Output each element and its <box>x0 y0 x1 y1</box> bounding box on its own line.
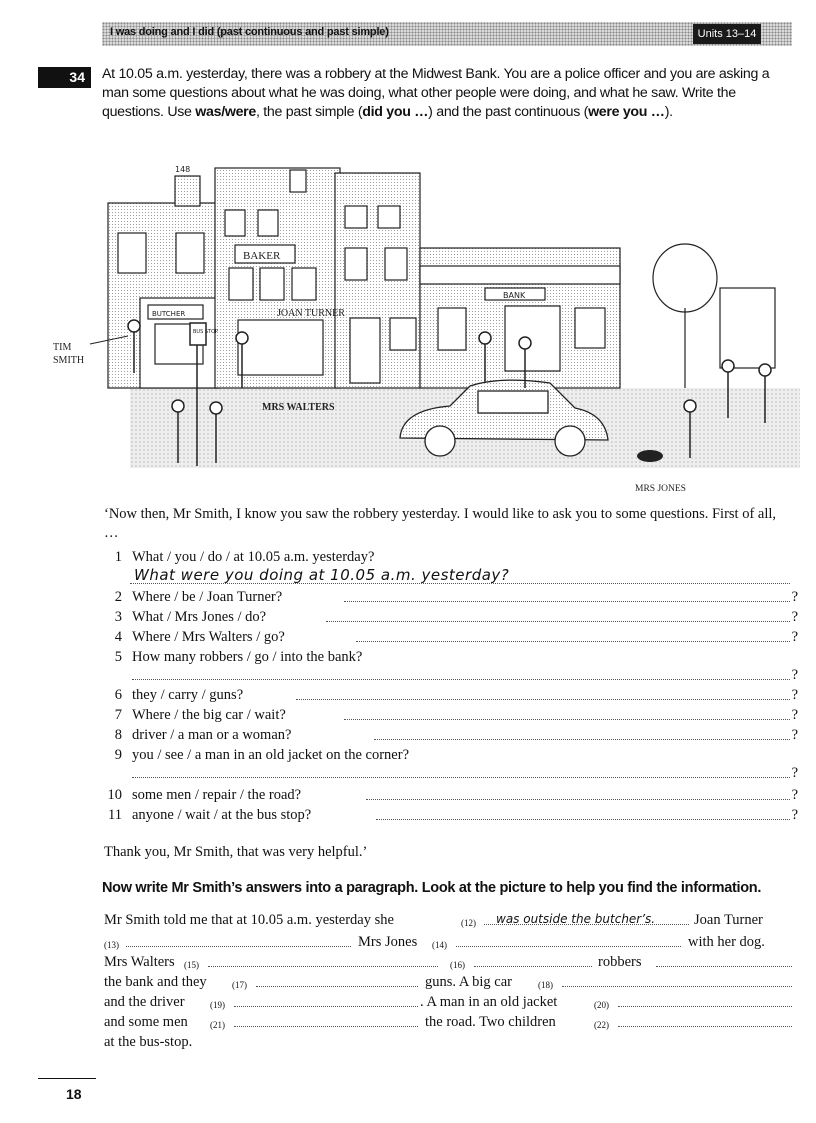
question-number: 4 <box>114 629 122 645</box>
mrs-jones-label: MRS JONES <box>635 484 686 494</box>
question-prompt: Where / Mrs Walters / go? <box>132 629 285 645</box>
paragraph-text: Joan Turner <box>694 912 763 928</box>
gap-number-18: (18) <box>538 980 553 990</box>
answer-field-10[interactable] <box>366 799 790 800</box>
question-prompt: What / you / do / at 10.05 a.m. yesterday? <box>132 549 375 565</box>
question-prompt: some men / repair / the road? <box>132 787 302 803</box>
footer-rule <box>38 1078 96 1079</box>
question-row-3 <box>104 607 798 627</box>
question-prompt: they / carry / guns? <box>132 687 244 703</box>
butcher-sign: BUTCHER <box>152 310 186 318</box>
paragraph-line-7 <box>104 1032 794 1052</box>
question-row-2 <box>104 587 798 607</box>
question-mark: ? <box>791 589 798 605</box>
page-number: 18 <box>66 1086 82 1102</box>
question-number: 6 <box>114 687 122 703</box>
paragraph-text: guns. A big car <box>425 974 512 990</box>
question-mark: ? <box>791 609 798 625</box>
instruction-text-c: ) and the past continuous ( <box>428 104 589 120</box>
question-prompt: Where / be / Joan Turner? <box>132 589 283 605</box>
gap-number-15: (15) <box>184 960 199 970</box>
gap-number-21: (21) <box>210 1020 225 1030</box>
gap-15-field[interactable] <box>208 966 438 967</box>
question-mark: ? <box>791 727 798 743</box>
paragraph-text: robbers <box>598 954 642 970</box>
gap-14-field[interactable] <box>456 946 681 947</box>
question-prompt: Where / the big car / wait? <box>132 707 286 723</box>
gap-16-continuation[interactable] <box>656 966 792 967</box>
question-mark: ? <box>791 707 798 723</box>
question-row-5 <box>104 647 794 667</box>
question-mark: ? <box>791 765 798 781</box>
answer-field-3[interactable] <box>326 621 790 622</box>
paragraph-text: with her dog. <box>688 934 765 950</box>
gap-number-22: (22) <box>594 1020 609 1030</box>
units-badge: Units 13–14 <box>693 24 761 44</box>
question-mark: ? <box>791 687 798 703</box>
answer-field-4[interactable] <box>356 641 790 642</box>
instruction-text-d: ). <box>664 104 673 120</box>
gap-17-field[interactable] <box>256 986 418 987</box>
paragraph-text: and the driver <box>104 994 185 1010</box>
question-mark: ? <box>791 787 798 803</box>
paragraph-line-6 <box>104 1012 794 1032</box>
paragraph-text: the road. Two children <box>425 1014 556 1030</box>
instruction-bold-was-were: was/were <box>195 104 256 120</box>
paragraph-line-2 <box>104 932 794 952</box>
instruction-bold-did-you: did you … <box>362 104 429 120</box>
narrow-building <box>335 173 420 388</box>
bank-building <box>420 248 620 388</box>
gap-16-field[interactable] <box>474 966 592 967</box>
gap-number-19: (19) <box>210 1000 225 1010</box>
instruction-text-b: , the past simple ( <box>256 104 363 120</box>
paragraph-text: Mrs Jones <box>358 934 418 950</box>
question-mark: ? <box>791 807 798 823</box>
question-number: 5 <box>114 649 122 665</box>
instruction-bold-were-you: were you … <box>588 104 665 120</box>
question-prompt: you / see / a man in an old jacket on the corner? <box>132 747 410 763</box>
question-row-10 <box>104 785 798 805</box>
gap-20-field[interactable] <box>618 1006 792 1007</box>
answer-field-6[interactable] <box>296 699 790 700</box>
question-row-6 <box>104 685 798 705</box>
paragraph-text: at the bus-stop. <box>104 1034 193 1050</box>
paragraph-line-4 <box>104 972 794 992</box>
question-number: 3 <box>114 609 122 625</box>
paragraph-text: . A man in an old jacket <box>420 994 558 1010</box>
house-number: 148 <box>175 165 191 174</box>
instruction-text-a: At 10.05 a.m. yesterday, there was a robbery at the Midwest Bank. You are a police officer and you are asking a man some questions about what he was doing, what other people were doing, and what he saw. Write the questions. Use <box>102 66 770 120</box>
dog <box>637 450 663 462</box>
question-row-11 <box>104 805 798 825</box>
answer-field-5[interactable] <box>132 679 790 680</box>
butcher-shop <box>140 298 220 388</box>
question-mark: ? <box>791 667 798 683</box>
paragraph-text: the bank and they <box>104 974 207 990</box>
question-prompt: driver / a man or a woman? <box>132 727 292 743</box>
answer-row-9 <box>104 763 798 783</box>
question-number: 10 <box>107 787 122 803</box>
question-row-7 <box>104 705 798 725</box>
answer-field-7[interactable] <box>344 719 790 720</box>
gap-number-17: (17) <box>232 980 247 990</box>
gap-answer-12: was outside the butcher’s. <box>496 912 656 926</box>
question-number: 1 <box>114 549 122 565</box>
question-number: 8 <box>114 727 122 743</box>
question-mark: ? <box>791 629 798 645</box>
exercise-instruction <box>102 65 792 122</box>
paragraph-line-1 <box>104 910 794 930</box>
exercise-number: 34 <box>38 67 91 88</box>
bank-sign: BANK <box>503 291 526 300</box>
joan-turner-label: JOAN TURNER <box>277 308 345 319</box>
question-prompt: anyone / wait / at the bus stop? <box>132 807 312 823</box>
gap-number-12: (12) <box>461 918 476 928</box>
mrs-walters-label: MRS WALTERS <box>262 402 335 413</box>
paragraph-text: Mr Smith told me that at 10.05 a.m. yesterday she <box>104 912 394 928</box>
gap-13-field[interactable] <box>126 946 351 947</box>
question-prompt: What / Mrs Jones / do? <box>132 609 267 625</box>
gap-22-field[interactable] <box>618 1026 792 1027</box>
gap-12-line <box>484 924 689 925</box>
bus-stop-sign: BUS STOP <box>193 329 219 335</box>
gap-number-20: (20) <box>594 1000 609 1010</box>
question-row-1 <box>104 547 794 567</box>
question-row-8 <box>104 725 798 745</box>
answer-row-5 <box>104 665 798 685</box>
gap-18-field[interactable] <box>562 986 792 987</box>
baker-building <box>215 168 340 388</box>
paragraph-line-5 <box>104 992 794 1012</box>
question-row-4 <box>104 627 798 647</box>
example-answer: What were you doing at 10.05 a.m. yesterday? <box>134 566 510 584</box>
gap-number-16: (16) <box>450 960 465 970</box>
question-number: 11 <box>108 807 122 823</box>
question-number: 2 <box>114 589 122 605</box>
street-illustration <box>30 148 800 498</box>
paragraph-line-3 <box>104 952 794 972</box>
gap-number-14: (14) <box>432 940 447 950</box>
header-title: I was doing and I did (past continuous and past simple) <box>110 26 389 38</box>
dialogue-intro: ‘Now then, Mr Smith, I know you saw the robbery yesterday. I would like to ask you to some questions. First of all, … <box>104 506 777 541</box>
question-number: 9 <box>114 747 122 763</box>
answer-field-9[interactable] <box>132 777 790 778</box>
tree <box>653 244 775 388</box>
question-row-9 <box>104 745 794 765</box>
answer-field-11[interactable] <box>376 819 790 820</box>
question-prompt: How many robbers / go / into the bank? <box>132 649 363 665</box>
gap-21-field[interactable] <box>234 1026 418 1027</box>
question-number: 7 <box>114 707 122 723</box>
answer-field-8[interactable] <box>374 739 790 740</box>
gap-19-field[interactable] <box>234 1006 418 1007</box>
answer-line-1 <box>130 583 790 584</box>
answer-field-2[interactable] <box>344 601 790 602</box>
tim-smith-label-2: SMITH <box>53 355 85 366</box>
gap-number-13: (13) <box>104 940 119 950</box>
baker-sign: BAKER <box>243 250 281 262</box>
paragraph-text: Mrs Walters <box>104 954 175 970</box>
tim-smith-label-1: TIM <box>53 342 72 353</box>
paragraph-text: and some men <box>104 1014 188 1030</box>
paragraph-instruction: Now write Mr Smith’s answers into a paragraph. Look at the picture to help you find the information. <box>102 880 762 896</box>
closing-remark: Thank you, Mr Smith, that was very helpful.’ <box>104 844 368 860</box>
